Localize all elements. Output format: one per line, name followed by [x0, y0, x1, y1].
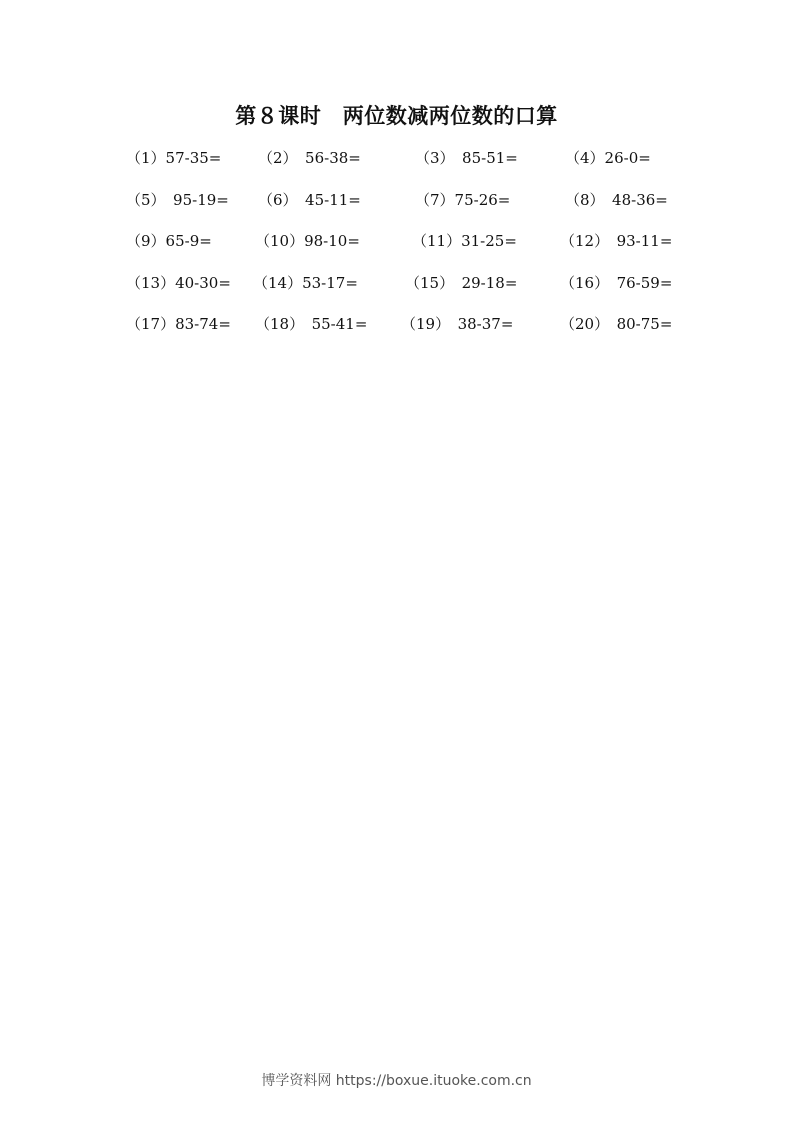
problem-item: （6） 45-11= — [258, 190, 361, 209]
problem-item: （8） 48-36= — [565, 190, 668, 209]
problem-grid — [0, 146, 793, 354]
problem-row — [0, 229, 793, 271]
problem-item: （2） 56-38= — [258, 149, 361, 167]
problem-item: （13）40-30= — [126, 273, 231, 292]
problem-row — [0, 312, 793, 354]
problem-item: （12） 93-11= — [560, 232, 673, 250]
problem-item: （9）65-9= — [126, 232, 212, 250]
problem-row — [0, 188, 793, 230]
problem-row — [0, 271, 793, 313]
problem-item: （10）98-10= — [255, 232, 360, 250]
problem-row — [0, 146, 793, 188]
problem-item: （14）53-17= — [253, 273, 358, 292]
problem-item: （1）57-35= — [126, 149, 222, 167]
problem-item: （17）83-74= — [126, 315, 231, 333]
problem-item: （3） 85-51= — [415, 149, 518, 167]
problem-item: （4）26-0= — [565, 149, 651, 167]
problem-item: （18） 55-41= — [255, 315, 368, 333]
problem-item: （19） 38-37= — [401, 315, 514, 333]
problem-item: （11）31-25= — [412, 232, 517, 250]
problem-item: （7）75-26= — [415, 190, 511, 209]
page-title: 第８课时 两位数减两位数的口算 — [235, 104, 558, 128]
problem-item: （5） 95-19= — [126, 190, 229, 209]
problem-item: （16） 76-59= — [560, 273, 673, 292]
watermark-footer: 博学资料网 https://boxue.ituoke.com.cn — [261, 1073, 532, 1089]
problem-item: （15） 29-18= — [405, 273, 518, 292]
problem-item: （20） 80-75= — [560, 315, 673, 333]
